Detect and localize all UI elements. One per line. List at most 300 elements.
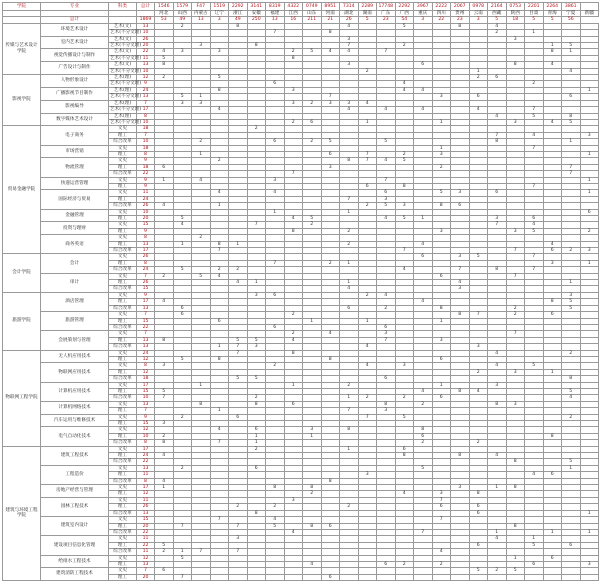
province-count-cell: 2 bbox=[284, 49, 303, 55]
kelei-cell: 理工 bbox=[109, 504, 137, 510]
kelei-cell: 艺术(理) bbox=[109, 75, 137, 81]
header-province-cell: 福建 bbox=[266, 11, 285, 17]
row-total-cell: 15 bbox=[137, 388, 155, 394]
header-province-cell: 山西 bbox=[173, 11, 192, 17]
kelei-cell: 理工 bbox=[109, 542, 137, 548]
province-count-cell: 4 bbox=[488, 23, 507, 29]
province-count-cell: 8 bbox=[469, 491, 488, 497]
province-count-cell: 4 bbox=[562, 68, 581, 74]
kelei-cell: 理工 bbox=[109, 491, 137, 497]
province-count-cell: 1 bbox=[340, 209, 359, 215]
province-count-cell: 8 bbox=[321, 30, 340, 36]
header-province-cell: 贵州 bbox=[451, 11, 470, 17]
province-count-cell: 7 bbox=[377, 177, 396, 183]
province-count-cell: 3 bbox=[432, 94, 451, 100]
kelei-cell: 文史 bbox=[109, 312, 137, 318]
province-count-cell: 7 bbox=[469, 312, 488, 318]
header-province-cell: 河南 bbox=[321, 11, 340, 17]
kelei-cell: 文史 bbox=[109, 536, 137, 542]
province-count-cell: 6 bbox=[247, 465, 266, 471]
province-count-cell: 1 bbox=[432, 382, 451, 388]
province-count-cell: 6 bbox=[525, 561, 544, 567]
province-count-cell: 1 bbox=[543, 529, 562, 535]
province-count-cell: 4 bbox=[155, 478, 174, 484]
province-count-cell: 1 bbox=[580, 529, 599, 535]
province-count-cell: 4 bbox=[210, 273, 229, 279]
province-count-cell: 4 bbox=[488, 363, 507, 369]
province-count-cell: 3 bbox=[247, 292, 266, 298]
province-count-cell: 8 bbox=[432, 203, 451, 209]
row-total-cell: 17 bbox=[137, 485, 155, 491]
kelei-cell: 综合改革 bbox=[109, 171, 137, 177]
province-count-cell: 2 bbox=[488, 568, 507, 574]
major-name-cell: 会展策划与管理 bbox=[41, 331, 109, 350]
province-count-cell: 8 bbox=[340, 427, 359, 433]
province-count-cell bbox=[432, 574, 451, 580]
province-count-cell: 7 bbox=[229, 344, 248, 350]
province-count-cell: 6 bbox=[155, 568, 174, 574]
kelei-cell: 理工 bbox=[109, 472, 137, 478]
province-count-cell: 5 bbox=[229, 376, 248, 382]
total-value-cell: 13 bbox=[192, 17, 211, 23]
kelei-cell: 理工 bbox=[109, 453, 137, 459]
province-count-cell: 2 bbox=[192, 235, 211, 241]
province-count-cell: 4 bbox=[414, 299, 433, 305]
province-count-cell: 4 bbox=[192, 177, 211, 183]
province-count-cell: 6 bbox=[395, 446, 414, 452]
province-count-cell: 6 bbox=[580, 209, 599, 215]
province-count-cell: 4 bbox=[210, 190, 229, 196]
province-count-cell: 2 bbox=[303, 100, 322, 106]
province-count-cell: 3 bbox=[340, 62, 359, 68]
province-count-cell: 2 bbox=[247, 395, 266, 401]
row-total-cell: 12 bbox=[137, 491, 155, 497]
province-count-cell: 6 bbox=[469, 94, 488, 100]
total-value-cell: 5 bbox=[488, 17, 507, 23]
kelei-cell: 理工 bbox=[109, 241, 137, 247]
row-total-cell: 10 bbox=[137, 433, 155, 439]
province-count-cell: 2 bbox=[229, 267, 248, 273]
major-name-cell: 环境艺术设计 bbox=[41, 23, 109, 36]
row-total-cell: 20 bbox=[137, 216, 155, 222]
province-count-cell: 8 bbox=[395, 183, 414, 189]
province-count-cell: 6 bbox=[432, 356, 451, 362]
province-count-cell: 5 bbox=[469, 568, 488, 574]
province-count-cell: 8 bbox=[488, 267, 507, 273]
province-count-cell: 2 bbox=[155, 433, 174, 439]
row-total-cell: 13 bbox=[137, 344, 155, 350]
province-count-cell: 8 bbox=[543, 299, 562, 305]
province-count-cell bbox=[155, 574, 174, 580]
province-count-cell: 2 bbox=[358, 395, 377, 401]
kelei-cell: 艺术(不分文理) bbox=[110, 94, 142, 100]
header-code-cell: 3967 bbox=[414, 3, 433, 11]
province-count-cell: 6 bbox=[266, 81, 285, 87]
province-count-cell: 6 bbox=[377, 324, 396, 330]
province-count-cell: 3 bbox=[432, 228, 451, 234]
province-count-cell: 4 bbox=[358, 100, 377, 106]
province-count-cell: 4 bbox=[469, 107, 488, 113]
province-count-cell bbox=[543, 574, 562, 580]
province-count-cell: 7 bbox=[488, 132, 507, 138]
province-count-cell: 5 bbox=[173, 94, 192, 100]
province-count-cell: 4 bbox=[488, 350, 507, 356]
header-code-cell: 2292 bbox=[229, 3, 248, 11]
province-count-cell: 8 bbox=[155, 62, 174, 68]
province-count-cell: 2 bbox=[432, 164, 451, 170]
province-count-cell: 4 bbox=[395, 87, 414, 93]
kelei-cell: 理工 bbox=[109, 151, 137, 157]
total-value-cell: 23 bbox=[377, 17, 396, 23]
row-total-cell: 13 bbox=[137, 401, 155, 407]
province-count-cell: 1 bbox=[266, 209, 285, 215]
province-count-cell: 6 bbox=[247, 427, 266, 433]
province-count-cell: 4 bbox=[488, 453, 507, 459]
header-province-cell: 湖南 bbox=[358, 11, 377, 17]
province-count-cell: 2 bbox=[173, 414, 192, 420]
province-count-cell: 5 bbox=[155, 542, 174, 548]
row-total-cell: 18 bbox=[137, 145, 155, 151]
province-count-cell: 8 bbox=[284, 228, 303, 234]
province-count-cell: 4 bbox=[173, 222, 192, 228]
province-count-cell: 8 bbox=[284, 55, 303, 61]
province-count-cell: 7 bbox=[432, 517, 451, 523]
province-count-cell: 3 bbox=[340, 36, 359, 42]
province-count-cell: 2 bbox=[469, 75, 488, 81]
total-value-cell: 3 bbox=[469, 17, 488, 23]
kelei-cell: 理工 bbox=[109, 164, 137, 170]
province-count-cell bbox=[247, 574, 266, 580]
province-count-cell: 6 bbox=[562, 94, 581, 100]
row-total-cell: 11 bbox=[137, 549, 155, 555]
header-kelei: 科类 bbox=[109, 3, 137, 11]
province-count-cell: 6 bbox=[488, 190, 507, 196]
major-name-cell: 影视编导 bbox=[41, 100, 109, 113]
province-count-cell: 4 bbox=[321, 49, 340, 55]
province-count-cell: 1 bbox=[580, 260, 599, 266]
province-count-cell: 8 bbox=[266, 485, 285, 491]
province-count-cell: 7 bbox=[506, 331, 525, 337]
kelei-cell: 文史 bbox=[109, 427, 137, 433]
major-name-cell: 广告设计与制作 bbox=[41, 62, 109, 75]
province-count-cell: 5 bbox=[562, 305, 581, 311]
province-count-cell: 1 bbox=[562, 465, 581, 471]
kelei-cell: 理工 bbox=[109, 228, 137, 234]
row-total-cell: 26 bbox=[137, 504, 155, 510]
kelei-cell: 理工 bbox=[109, 408, 137, 414]
header-code-cell: 0749 bbox=[303, 3, 322, 11]
province-count-cell: 7 bbox=[284, 171, 303, 177]
header-code-cell: 2201 bbox=[525, 3, 544, 11]
province-count-cell: 7 bbox=[173, 574, 192, 580]
kelei-cell: 理工 bbox=[109, 132, 137, 138]
province-count-cell: 8 bbox=[247, 510, 266, 516]
kelei-cell: 文史 bbox=[109, 126, 137, 132]
row-total-cell: 13 bbox=[137, 94, 155, 100]
row-total-cell: 11 bbox=[137, 190, 155, 196]
province-count-cell: 2 bbox=[358, 68, 377, 74]
header-code-cell: 3861 bbox=[562, 3, 581, 11]
total-value-cell: 5 bbox=[525, 17, 544, 23]
province-count-cell: 8 bbox=[543, 49, 562, 55]
header-code-cell: 4322 bbox=[284, 3, 303, 11]
province-count-cell: 5 bbox=[173, 356, 192, 362]
province-count-cell: 7 bbox=[488, 222, 507, 228]
kelei-cell: 理工 bbox=[109, 196, 137, 202]
province-count-cell: 3 bbox=[432, 151, 451, 157]
kelei-cell: 综合改革 bbox=[109, 139, 137, 145]
header-province-cell: 重庆 bbox=[414, 11, 433, 17]
province-count-cell: 7 bbox=[340, 43, 359, 49]
province-count-cell: 3 bbox=[580, 248, 599, 254]
college-name-cell: 会计学院 bbox=[3, 254, 41, 292]
major-name-cell: 建筑消防工程技术 bbox=[41, 568, 109, 581]
major-name-cell: 会计 bbox=[41, 254, 109, 273]
kelei-cell: 综合改革 bbox=[109, 459, 137, 465]
province-count-cell: 1 bbox=[580, 510, 599, 516]
province-count-cell: 8 bbox=[229, 23, 248, 29]
province-count-cell: 6 bbox=[266, 139, 285, 145]
province-count-cell: 1 bbox=[247, 280, 266, 286]
province-count-cell: 5 bbox=[525, 542, 544, 548]
major-name-cell: 电子商务 bbox=[41, 126, 109, 145]
kelei-cell: 综合改革 bbox=[109, 376, 137, 382]
province-count-cell bbox=[580, 574, 599, 580]
major-name-cell: 给排水工程技术 bbox=[41, 555, 109, 568]
province-count-cell: 6 bbox=[229, 414, 248, 420]
province-count-cell: 6 bbox=[414, 254, 433, 260]
kelei-cell: 艺术(文) bbox=[109, 62, 137, 68]
header-province-cell: 河北 bbox=[155, 11, 174, 17]
province-count-cell: 2 bbox=[155, 75, 174, 81]
province-count-cell: 6 bbox=[469, 504, 488, 510]
row-total-cell: 10 bbox=[137, 139, 155, 145]
province-count-cell: 8 bbox=[155, 337, 174, 343]
major-name-cell: 旅游管理 bbox=[41, 312, 109, 331]
province-count-cell: 4 bbox=[284, 529, 303, 535]
row-total-cell: 20 bbox=[137, 523, 155, 529]
header-code-cell: 0978 bbox=[469, 3, 488, 11]
province-count-cell: 7 bbox=[266, 30, 285, 36]
province-count-cell bbox=[210, 574, 229, 580]
province-count-cell: 1 bbox=[525, 30, 544, 36]
province-count-cell: 4 bbox=[321, 331, 340, 337]
province-count-cell: 8 bbox=[451, 312, 470, 318]
province-count-cell: 7 bbox=[210, 517, 229, 523]
province-count-cell: 1 bbox=[284, 382, 303, 388]
kelei-cell: 综合改革 bbox=[109, 267, 137, 273]
province-count-cell: 6 bbox=[266, 292, 285, 298]
province-count-cell: 1 bbox=[562, 139, 581, 145]
province-count-cell: 8 bbox=[562, 376, 581, 382]
kelei-cell: 理工 bbox=[109, 216, 137, 222]
province-count-cell: 6 bbox=[377, 376, 396, 382]
kelei-cell: 文史 bbox=[109, 465, 137, 471]
province-count-cell: 3 bbox=[432, 491, 451, 497]
province-count-cell: 7 bbox=[525, 145, 544, 151]
province-count-cell: 4 bbox=[284, 337, 303, 343]
province-count-cell: 7 bbox=[229, 350, 248, 356]
row-total-cell: 15 bbox=[137, 222, 155, 228]
kelei-cell: 文史 bbox=[109, 363, 137, 369]
province-count-cell: 4 bbox=[395, 81, 414, 87]
kelei-cell: 理工 bbox=[109, 299, 137, 305]
total-value-cell: 54 bbox=[395, 17, 414, 23]
major-name-cell: 无人机应用技术 bbox=[41, 350, 109, 363]
row-total-cell: 18 bbox=[137, 164, 155, 170]
province-count-cell: 3 bbox=[284, 87, 303, 93]
province-count-cell bbox=[451, 574, 470, 580]
major-name-cell: 园林工程技术 bbox=[41, 497, 109, 516]
total-value-cell: 53 bbox=[155, 17, 174, 23]
province-count-cell: 5 bbox=[229, 337, 248, 343]
header-province-cell: 广东 bbox=[377, 11, 396, 17]
province-count-cell: 2 bbox=[432, 561, 451, 567]
header-province-cell: 浙江 bbox=[229, 11, 248, 17]
province-count-cell: 2 bbox=[321, 260, 340, 266]
province-count-cell: 2 bbox=[155, 549, 174, 555]
province-count-cell: 1 bbox=[210, 203, 229, 209]
major-name-cell: 商务英语 bbox=[41, 235, 109, 254]
header-province-cell: 安徽 bbox=[247, 11, 266, 17]
province-count-cell: 4 bbox=[525, 132, 544, 138]
province-count-cell: 7 bbox=[247, 222, 266, 228]
kelei-cell: 文史 bbox=[109, 292, 137, 298]
province-count-cell: 1 bbox=[562, 280, 581, 286]
province-count-cell: 1 bbox=[247, 433, 266, 439]
province-count-cell: 4 bbox=[395, 491, 414, 497]
total-value-cell: 18 bbox=[506, 17, 525, 23]
row-total-cell: 18 bbox=[137, 376, 155, 382]
province-count-cell: 8 bbox=[247, 43, 266, 49]
college-name-cell: 影视学院 bbox=[3, 75, 41, 126]
province-count-cell: 7 bbox=[340, 196, 359, 202]
province-count-cell: 6 bbox=[155, 164, 174, 170]
province-count-cell: 6 bbox=[432, 504, 451, 510]
province-count-cell: 6 bbox=[303, 119, 322, 125]
major-name-cell: 室内艺术设计 bbox=[41, 36, 109, 49]
row-total-cell: 13 bbox=[137, 561, 155, 567]
province-count-cell bbox=[229, 574, 248, 580]
province-count-cell: 3 bbox=[358, 472, 377, 478]
province-count-cell: 5 bbox=[321, 139, 340, 145]
row-total-cell: 22 bbox=[137, 459, 155, 465]
province-count-cell: 2 bbox=[192, 139, 211, 145]
kelei-cell: 文史 bbox=[109, 331, 137, 337]
kelei-cell: 理工 bbox=[109, 260, 137, 266]
major-name-cell: 建筑室内设计 bbox=[41, 517, 109, 536]
province-count-cell: 5 bbox=[155, 55, 174, 61]
province-count-cell: 4 bbox=[469, 388, 488, 394]
kelei-cell: 综合改革 bbox=[109, 478, 137, 484]
province-count-cell: 2 bbox=[469, 440, 488, 446]
province-count-cell: 3 bbox=[229, 536, 248, 542]
row-total-cell: 20 bbox=[137, 574, 155, 580]
province-count-cell: 4 bbox=[562, 395, 581, 401]
province-count-cell: 2 bbox=[488, 30, 507, 36]
province-count-cell: 5 bbox=[173, 555, 192, 561]
header-code-cell: 17748 bbox=[378, 3, 394, 9]
province-count-cell: 6 bbox=[432, 395, 451, 401]
province-count-cell: 8 bbox=[451, 453, 470, 459]
row-total-cell: 15 bbox=[137, 318, 155, 324]
row-total-cell: 17 bbox=[137, 446, 155, 452]
header-province-cell: 四川 bbox=[432, 11, 451, 17]
province-count-cell: 5 bbox=[562, 459, 581, 465]
kelei-cell: 综合改革 bbox=[109, 549, 137, 555]
province-count-cell: 7 bbox=[192, 549, 211, 555]
row-total-cell: 8 bbox=[137, 235, 155, 241]
kelei-cell: 艺术(不分文理) bbox=[110, 43, 142, 49]
college-name-cell: 旅游学院 bbox=[3, 292, 41, 350]
kelei-cell: 理工 bbox=[109, 574, 137, 580]
province-count-cell: 8 bbox=[321, 356, 340, 362]
province-count-cell: 7 bbox=[173, 523, 192, 529]
kelei-cell: 文史 bbox=[109, 446, 137, 452]
province-count-cell: 3 bbox=[580, 132, 599, 138]
province-count-cell: 6 bbox=[321, 574, 340, 580]
row-total-cell: 13 bbox=[137, 241, 155, 247]
header-province-cell: 宁夏 bbox=[562, 11, 581, 17]
province-count-cell bbox=[266, 574, 285, 580]
province-count-cell: 2 bbox=[340, 504, 359, 510]
province-count-cell: 8 bbox=[247, 401, 266, 407]
province-count-cell: 1 bbox=[488, 529, 507, 535]
kelei-cell: 艺术(文) bbox=[109, 36, 137, 42]
province-count-cell: 4 bbox=[451, 280, 470, 286]
province-count-cell: 8 bbox=[414, 427, 433, 433]
province-count-cell: 4 bbox=[488, 113, 507, 119]
row-total-cell: 7 bbox=[137, 331, 155, 337]
province-count-cell: 4 bbox=[543, 62, 562, 68]
major-name-cell: 视觉传播设计与制作 bbox=[41, 49, 109, 62]
row-total-cell: 9 bbox=[137, 292, 155, 298]
province-count-cell: 6 bbox=[562, 542, 581, 548]
province-count-cell bbox=[488, 574, 507, 580]
major-name-cell: 酒店管理 bbox=[41, 292, 109, 311]
province-count-cell: 3 bbox=[377, 331, 396, 337]
province-count-cell: 8 bbox=[562, 113, 581, 119]
province-count-cell: 5 bbox=[432, 190, 451, 196]
province-count-cell: 1 bbox=[580, 151, 599, 157]
major-name-cell: 汽车运用与维修技术 bbox=[41, 414, 109, 427]
province-count-cell: 2 bbox=[414, 401, 433, 407]
header-code-cell: 2067 bbox=[451, 3, 470, 11]
province-count-cell: 6 bbox=[284, 401, 303, 407]
row-total-cell: 9 bbox=[137, 228, 155, 234]
row-total-cell: 22 bbox=[137, 324, 155, 330]
kelei-cell: 文史 bbox=[109, 414, 137, 420]
province-count-cell bbox=[506, 574, 525, 580]
province-count-cell: 2 bbox=[247, 446, 266, 452]
province-count-cell: 6 bbox=[321, 523, 340, 529]
header-code-cell: 7314 bbox=[340, 3, 359, 11]
province-count-cell bbox=[377, 574, 396, 580]
province-count-cell: 1 bbox=[340, 260, 359, 266]
kelei-cell: 文史 bbox=[109, 555, 137, 561]
header-code-cell: 8951 bbox=[321, 3, 340, 11]
province-count-cell: 3 bbox=[155, 363, 174, 369]
province-count-cell: 4 bbox=[525, 222, 544, 228]
major-name-cell: 物流管理 bbox=[41, 158, 109, 177]
province-count-cell: 2 bbox=[303, 491, 322, 497]
province-count-cell: 8 bbox=[155, 440, 174, 446]
province-count-cell: 7 bbox=[358, 414, 377, 420]
province-count-cell: 8 bbox=[432, 305, 451, 311]
province-count-cell: 5 bbox=[303, 49, 322, 55]
province-count-cell: 7 bbox=[155, 395, 174, 401]
province-count-cell: 5 bbox=[395, 158, 414, 164]
